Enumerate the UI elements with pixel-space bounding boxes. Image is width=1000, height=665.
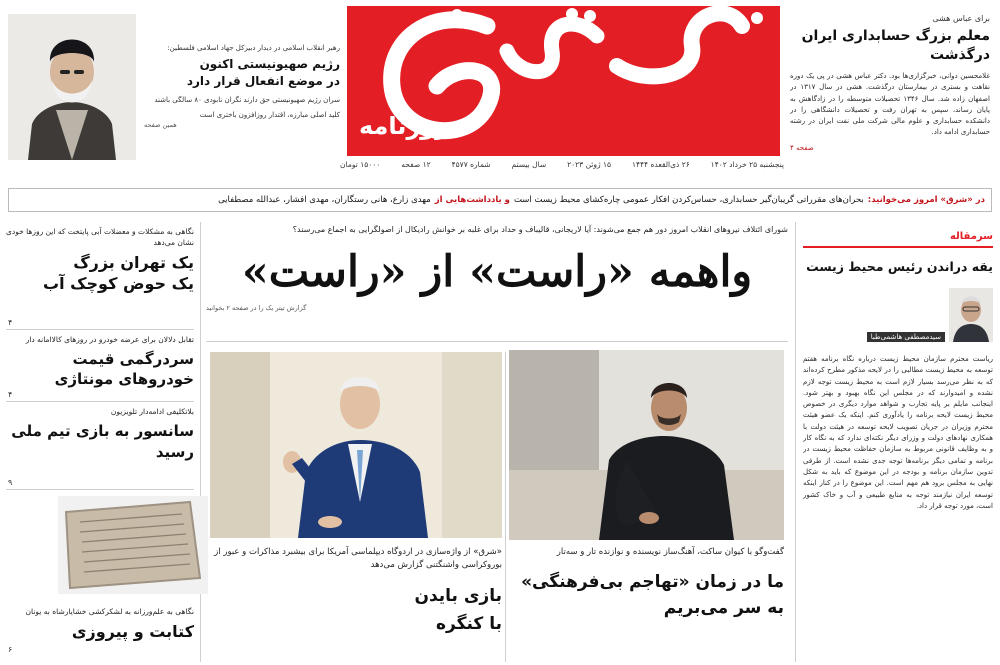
headline: سانسور به بازی تیم ملی xyxy=(11,422,194,440)
dateline-item: شماره ۴۵۷۷ xyxy=(451,159,491,169)
kicker: بلاتکلیفی ادامه‌دار تلویزیون xyxy=(110,407,194,416)
author-row xyxy=(803,288,993,348)
page-ref: صفحه ۴ xyxy=(790,144,814,152)
kicker: تقابل دلالان برای عرضه خودرو در روزهای کالاامانه دار xyxy=(25,335,194,344)
page-number: ۴ xyxy=(8,318,13,327)
leader-photo xyxy=(8,14,136,160)
bullet: کلید اصلی مبارزه، اقتدار روزافزون باختری است xyxy=(199,111,340,119)
dateline-item: ۲۶ ذی‌القعده ۱۴۴۴ xyxy=(631,159,690,169)
kicker: نگاهی به علم‌ورزانه به لشکرکشی خشایارشاه به یونان xyxy=(25,607,194,616)
headline: درگذشت xyxy=(929,47,990,63)
sidebar-item xyxy=(6,402,194,490)
lead-story xyxy=(206,224,788,334)
biden-photo xyxy=(210,352,502,538)
story-sub: گفت‌وگو با کیوان ساکت، آهنگ‌ساز نویسنده و نوازنده تار و سه‌تار xyxy=(556,547,784,557)
headline: یک حوض کوچک آب xyxy=(43,274,194,293)
headline: معلم بزرگ حسابداری ایران xyxy=(801,28,990,44)
story-body: غلامحسین دوانی، خبرگزاری‌ها بود. دکتر عباس هشی در پی یک دوره نقاهت و بستری در بیمارستان درگذشت. هشی در سال ۱۳۱۷ در اصفهان زاده شد. سال ۱۳۴۶ تحصیلات متوسطه را در زادگاهش به پایان رساند، سپس به تهران رفت و تحصیلات دانشگاهی را در دانشکده حسابداری و علوم مالی شرکت ملی نفت ایران در رشته حسابداری ادامه داد. xyxy=(790,72,990,137)
lead-kicker: شورای ائتلاف نیروهای انقلاب امروز دور هم جمع می‌شوند: آیا لاریجانی، قالیباف و حداد برای غلبه بر خوانش رادیکال از اصولگرایی به اجماع می‌رسند؟ xyxy=(292,225,788,234)
sidebar-item xyxy=(6,226,194,330)
dateline xyxy=(340,157,784,171)
kicker: رهبر انقلاب اسلامی در دیدار دبیرکل جهاد اسلامی فلسطین: xyxy=(167,44,340,52)
author-name: سیدمصطفی هاشمی‌طبا xyxy=(867,332,945,342)
headline: یک تهران بزرگ xyxy=(73,253,194,272)
author-photo xyxy=(949,288,993,342)
dateline-item: پنجشنبه ۲۵ خرداد ۱۴۰۲ xyxy=(710,159,784,169)
tablet-photo xyxy=(58,496,208,594)
masthead-logo-block xyxy=(347,6,780,156)
dateline-item: ۱۵۰۰۰ تومان xyxy=(340,159,381,169)
dateline-item: سال بیستم xyxy=(511,159,547,169)
editorial-headline: یقه دراندن رئیس محیط زیست xyxy=(806,259,993,274)
masthead-subtitle: روزنامه xyxy=(359,112,449,140)
today-strip xyxy=(8,188,992,212)
editorial xyxy=(803,224,993,664)
story-headline: به سر می‌بریم xyxy=(663,598,784,618)
center-story xyxy=(509,546,784,662)
headline: کتابت و پیروزی xyxy=(71,622,194,641)
bullet: سران رژیم صهیونیستی حق دارند نگران نابودی ۸۰ سالگی باشند xyxy=(154,96,340,104)
story-headline: ما در زمان «تهاجم بی‌فرهنگی» xyxy=(521,572,784,592)
editorial-tag xyxy=(803,224,993,248)
dateline-item: ۱۵ ژوئن ۲۰۲۳ xyxy=(567,159,612,169)
lead-headline: واهمه «راست» از «راست» xyxy=(241,247,753,297)
left-story xyxy=(210,546,502,662)
kicker: نگاهی به مشکلات و معضلات آبی پایتخت که این روزها خودی نشان می‌دهد xyxy=(5,227,194,247)
sidebar-item xyxy=(6,330,194,402)
strip-text: و یادداشت‌هایی از xyxy=(434,195,510,205)
sidebar xyxy=(6,226,194,662)
divider xyxy=(206,341,788,342)
page-number: ۹ xyxy=(8,478,13,487)
headline: رسید xyxy=(155,443,194,461)
musician-photo xyxy=(509,350,784,540)
column-rule xyxy=(795,222,796,662)
column-rule xyxy=(505,352,506,662)
sidebar-item xyxy=(6,490,194,656)
strip-text: بحران‌های مقرراتی گریبان‌گیر حسابداری، حساس‌کردن افکار عمومی چاره‌کشای محیط زیست است xyxy=(513,195,864,205)
kicker: برای عباس هشی xyxy=(932,14,990,23)
story-headline: با کنگره xyxy=(435,614,502,634)
story-sub: «شرق» از واژه‌سازی در اردوگاه دیپلماسی آمریکا برای بیشبرد مذاکرات و عبور از بوروکراسی واشنگتنی گزارش می‌دهد xyxy=(214,547,502,570)
strip-label: در «شرق» امروز می‌خوانید: xyxy=(867,195,985,205)
strip-text: مهدی زارع، هانی رستگاران، مهدی افشار، عبدالله مصطفایی xyxy=(218,195,431,205)
dateline-item: ۱۲ صفحه xyxy=(401,159,431,169)
page-ref: همین صفحه xyxy=(144,121,177,129)
headline: در موضع انفعال قرار دارد xyxy=(186,74,340,88)
top-left-story xyxy=(144,44,340,162)
page-number: ۴ xyxy=(8,390,13,399)
headline: سردرگمی قیمت xyxy=(72,350,194,368)
editorial-body: ریاست محترم سازمان محیط زیست درباره نگاه برنامه هفتم توسعه به محیط زیست مطالبی را در لایحه مذکور مطرح کرده‌اند که به نظر می‌رسد بسیار لازم است به محیط زیست توجه لازم نشده و امیدوارند که در مجلس این نگاه بهبود و بهتر شود. اینجانب مایلم بر پایه تجارب و شواهد موارد دیگری در خصوص محیط زیست لایحه برنامه را یادآوری کنم. اینکه یک عضو هیئت محترم وزیران در جریان تصویب لایحه توسعه در هیئت دولت با همکاری نهادهای دولت و وزرای دیگر نکته‌ای ندارد که به نگاه کار و به وظایف قانونی مربوط به سازمان حفاظت محیط زیست در برنامه و تمامی دیگر برنامه‌ها توجه جدی نشده است. از طرفی تدوین سازمان برنامه و بودجه در این موضوع که باید به شکل نهایی به مجلس برود هم مهم است. این موضوع را در کنار اینکه توسعه ایران نیازمند توجه به منابع طبیعی و آب و خاک کشور است، مورد توجه قرار داد. xyxy=(803,355,993,510)
story-headline: بازی بایدن xyxy=(414,586,502,606)
headline: رژیم صهیونیستی اکنون xyxy=(199,57,340,71)
page-number: ۶ xyxy=(8,645,13,654)
top-right-story xyxy=(790,14,990,164)
lead-credit: گزارش تیتر یک را در صفحه ۲ بخوانید xyxy=(206,304,307,312)
column-rule xyxy=(200,222,201,662)
headline: خودروهای مونتاژی xyxy=(54,370,194,388)
editorial-tag-label: سرمقاله xyxy=(949,231,993,242)
